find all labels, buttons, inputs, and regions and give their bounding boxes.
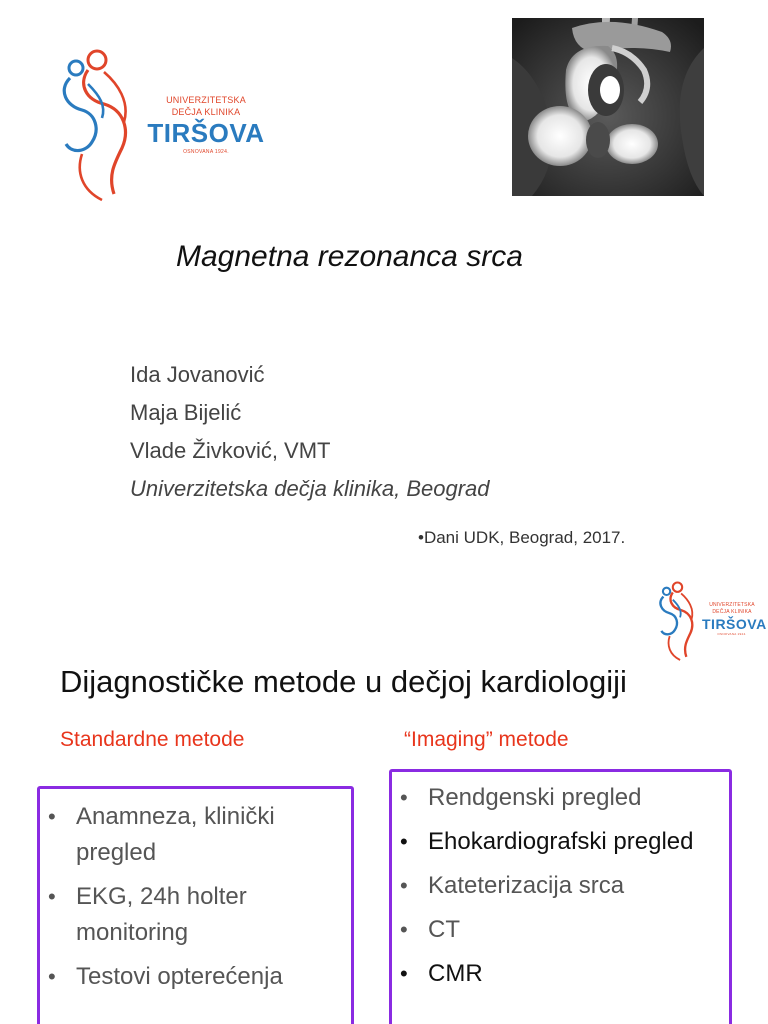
list-item-text: Kateterizacija srca xyxy=(428,872,625,899)
logo-line-1: UNIVERZITETSKA xyxy=(709,602,755,608)
presentation-title: Magnetna rezonanca srca xyxy=(176,240,523,273)
logo-line-2: DEČJA KLINIKA xyxy=(712,609,752,615)
slide-title: Dijagnostičke metode u dečjoj kardiologiji xyxy=(60,664,627,699)
standard-methods-heading: Standardne metode xyxy=(60,728,245,751)
logo-name: TIRŠOVA xyxy=(702,616,767,632)
methods-slide xyxy=(0,572,768,1024)
imaging-methods-box xyxy=(389,769,732,1024)
list-item xyxy=(48,959,341,995)
list-item xyxy=(400,824,719,860)
logo-wordmark xyxy=(702,602,767,637)
bullet-icon: • xyxy=(400,961,408,986)
author-name: Ida Jovanović xyxy=(130,362,265,387)
logo-line-2: DEČJA KLINIKA xyxy=(171,107,241,117)
logo-wordmark xyxy=(146,94,266,156)
list-item-text: EKG, 24h holter monitoring xyxy=(76,883,247,946)
author-name: Maja Bijelić xyxy=(130,400,242,425)
imaging-methods-list xyxy=(392,772,729,992)
logo-founded: OSNOVANA 1924. xyxy=(183,149,229,155)
imaging-methods-heading: “Imaging” metode xyxy=(404,728,569,751)
bullet-icon: • xyxy=(48,964,56,989)
bullet-icon: • xyxy=(48,884,56,909)
standard-methods-list xyxy=(40,789,351,995)
bullet-icon: • xyxy=(48,804,56,829)
clinic-logo xyxy=(48,44,265,206)
list-item xyxy=(400,780,719,816)
bullet-icon: • xyxy=(400,917,408,942)
bullet-icon: • xyxy=(400,785,408,810)
logo-name: TIRŠOVA xyxy=(147,118,265,148)
logo-founded: OSNOVANA 1924. xyxy=(717,632,747,636)
list-item-text: Anamneza, klinički pregled xyxy=(76,803,275,866)
clinic-logo-small xyxy=(652,578,767,664)
list-item xyxy=(48,799,341,871)
list-item-text: CMR xyxy=(428,960,483,987)
list-item-text: Rendgenski pregled xyxy=(428,784,642,811)
mother-child-logo-icon xyxy=(652,578,704,664)
list-item xyxy=(48,879,341,951)
author-name: Vlade Živković, VMT xyxy=(130,438,331,463)
logo-line-1: UNIVERZITETSKA xyxy=(166,95,246,105)
list-item xyxy=(400,912,719,948)
list-item-text: Testovi opterećenja xyxy=(76,963,283,990)
list-item xyxy=(400,956,719,992)
mri-heart-picture xyxy=(512,18,704,196)
event-line: •Dani UDK, Beograd, 2017. xyxy=(418,528,626,547)
bullet-icon: • xyxy=(400,873,408,898)
list-item-text: CT xyxy=(428,916,460,943)
authors-block xyxy=(130,356,490,508)
author-affiliation: Univerzitetska dečja klinika, Beograd xyxy=(130,476,490,501)
bullet-icon: • xyxy=(400,829,408,854)
list-item xyxy=(400,868,719,904)
cardiac-mri-image xyxy=(512,18,704,196)
mother-child-logo-icon xyxy=(48,44,148,206)
list-item-text: Ehokardiografski pregled xyxy=(428,828,694,855)
standard-methods-box xyxy=(37,786,354,1024)
